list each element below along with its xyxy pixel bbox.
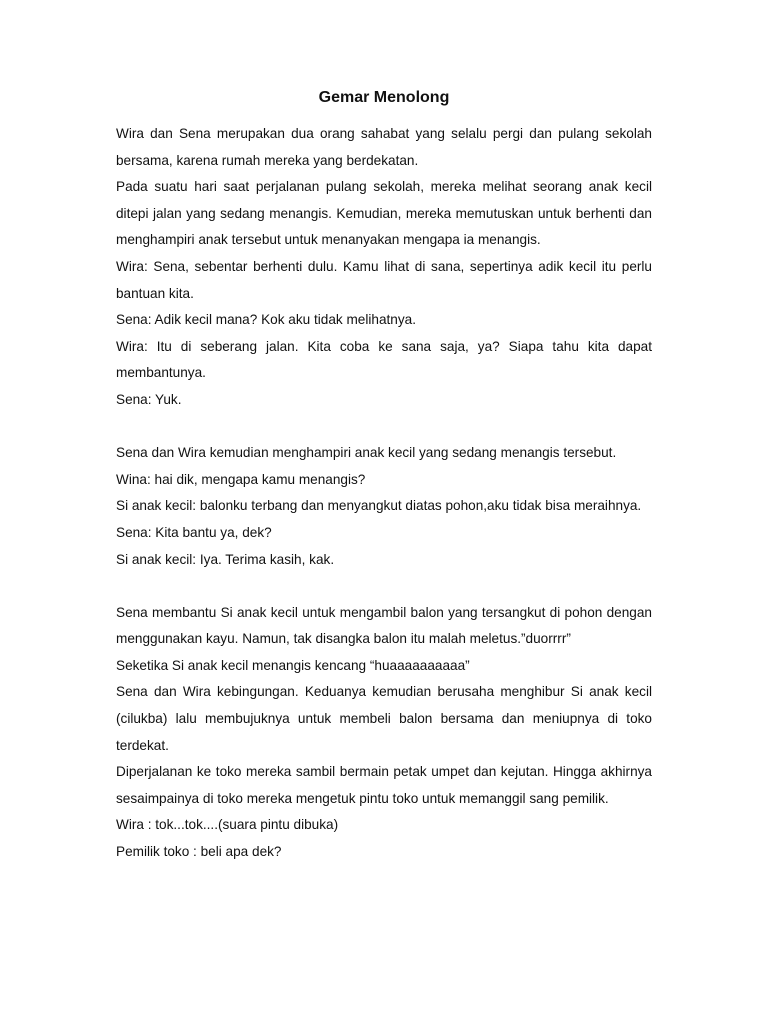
paragraph-intro: Wira dan Sena merupakan dua orang sahabat yang selalu pergi dan pulang sekolah bersama, karena rumah mereka yang berdekatan. bbox=[116, 126, 652, 168]
dialogue-line: Sena: Adik kecil mana? Kok aku tidak melihatnya. bbox=[116, 312, 416, 328]
dialogue-line: Sena: Kita bantu ya, dek? bbox=[116, 524, 272, 540]
dialogue-line: Pemilik toko : beli apa dek? bbox=[116, 844, 282, 860]
paragraph-narration: Sena dan Wira kebingungan. Keduanya kemudian berusaha menghibur Si anak kecil (cilukba) lalu membujuknya untuk membeli balon bersama dan meniupnya di toko terdekat. bbox=[116, 684, 652, 753]
dialogue-line: Wira: Itu di seberang jalan. Kita coba ke sana saja, ya? Siapa tahu kita dapat membantunya. bbox=[116, 338, 652, 381]
paragraph-narration: Diperjalanan ke toko mereka sambil bermain petak umpet dan kejutan. Hingga akhirnya sesaimpainya di toko mereka mengetuk pintu toko untuk memanggil sang pemilik. bbox=[116, 764, 652, 806]
paragraph-narration: Sena dan Wira kemudian menghampiri anak kecil yang sedang menangis tersebut. bbox=[116, 445, 617, 461]
dialogue-line: Si anak kecil: balonku terbang dan menyangkut diatas pohon,aku tidak bisa meraihnya. bbox=[116, 498, 642, 514]
paragraph-spacer bbox=[116, 414, 652, 441]
dialogue-line: Si anak kecil: Iya. Terima kasih, kak. bbox=[116, 551, 335, 567]
paragraph-spacer bbox=[116, 573, 652, 600]
paragraph-narration: Sena membantu Si anak kecil untuk mengambil balon yang tersangkut di pohon dengan menggunakan kayu. Namun, tak disangka balon itu malah meletus.”duorrrr” bbox=[116, 604, 652, 647]
paragraph-narration: Seketika Si anak kecil menangis kencang “huaaaaaaaaaa” bbox=[116, 657, 470, 673]
dialogue-line: Wira : tok...tok....(suara pintu dibuka) bbox=[116, 817, 339, 833]
dialogue-line: Wira: Sena, sebentar berhenti dulu. Kamu lihat di sana, sepertinya adik kecil itu perlu bantuan kita. bbox=[116, 258, 652, 301]
document-body bbox=[116, 121, 652, 866]
dialogue-line: Wina: hai dik, mengapa kamu menangis? bbox=[116, 471, 366, 487]
document-title: Gemar Menolong bbox=[318, 89, 450, 106]
dialogue-line: Sena: Yuk. bbox=[116, 391, 182, 407]
paragraph-narration: Pada suatu hari saat perjalanan pulang sekolah, mereka melihat seorang anak kecil ditepi jalan yang sedang menangis. Kemudian, mereka memutuskan untuk berhenti dan menghampiri anak tersebut untuk menanyakan mengapa ia menangis. bbox=[116, 179, 652, 248]
